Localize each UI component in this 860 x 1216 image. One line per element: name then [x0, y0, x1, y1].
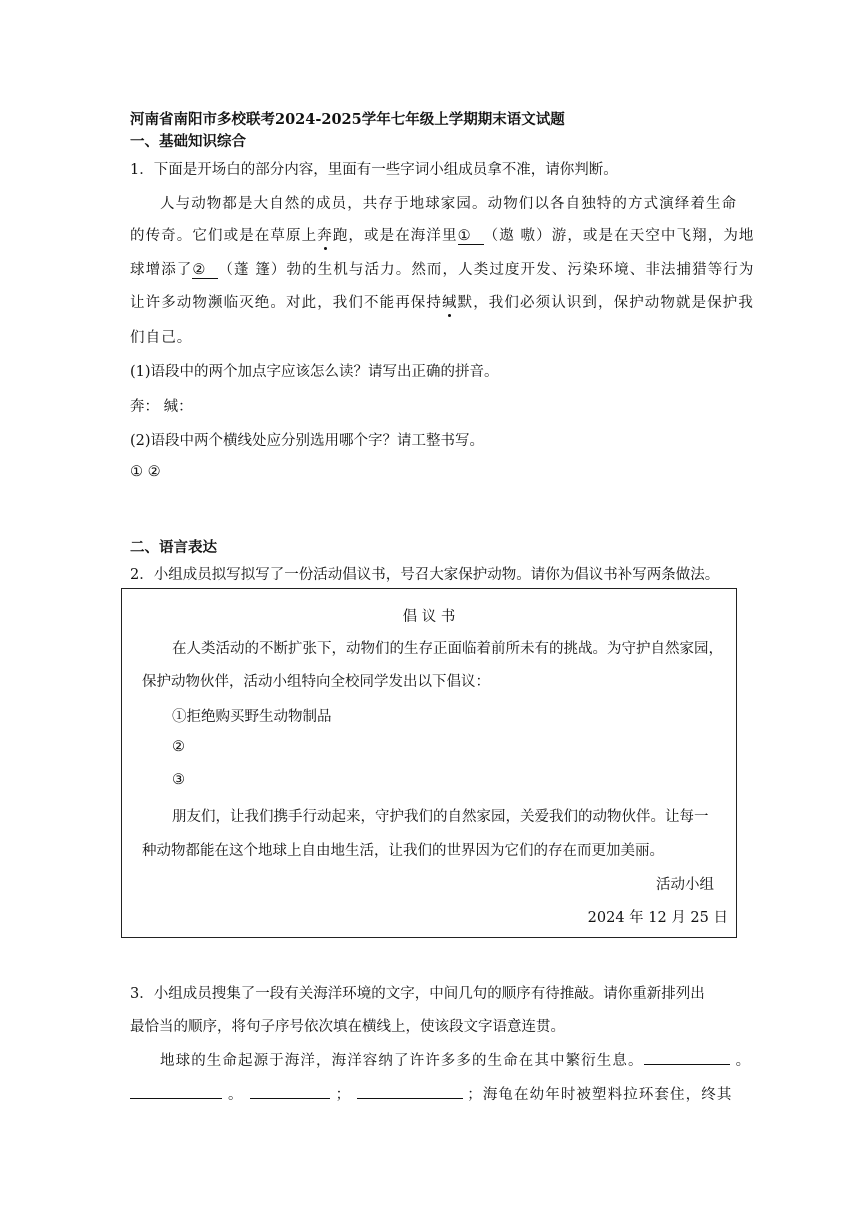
- blank-1[interactable]: ①: [458, 228, 484, 245]
- question-3-passage-line-1: [160, 1049, 751, 1070]
- passage-text: ；海龟在幼年时被塑料拉环套住，终其: [467, 1087, 733, 1103]
- passage-text: 让许多动物濒临灭绝。对此，我们不能再保持: [130, 295, 442, 311]
- proposal-item-1: ①拒绝购买野生动物制品: [172, 709, 332, 725]
- proposal-date: 2024 年 12 月 25 日: [587, 910, 728, 926]
- passage-text: 的传奇。它们或是在草原上: [130, 228, 318, 244]
- question-3-prompt-line-2: 最恰当的顺序，将句子序号依次填在横线上，使该段文字语意连贯。: [130, 1019, 565, 1035]
- proposal-paragraph-1-line-1: 在人类活动的不断扩张下，动物们的生存正面临着前所未有的挑战。为守护自然家园，: [172, 641, 723, 657]
- separator-period: 。: [735, 1053, 752, 1069]
- proposal-signature: 活动小组: [656, 877, 714, 893]
- proposal-paragraph-1-line-2: 保护动物伙伴，活动小组特向全校同学发出以下倡议：: [142, 674, 490, 690]
- proposal-title: 倡 议 书: [402, 609, 456, 625]
- document-title: 河南省南阳市多校联考2024-2025学年七年级上学期期末语文试题: [130, 111, 565, 128]
- section-heading-expression: 二、语言表达: [130, 539, 217, 556]
- question-1-sub-1-answer[interactable]: 奔： 缄：: [130, 399, 193, 415]
- passage-text: 默，我们必须认识到，保护动物就是保护我: [457, 295, 755, 311]
- passage-text: 地球的生命起源于海洋，海洋容纳了许许多多的生命在其中繁衍生息。: [160, 1053, 644, 1069]
- question-2-prompt: 2．小组成员拟写拟写了一份活动倡议书，号召大家保护动物。请你为倡议书补写两条做法。: [130, 567, 720, 583]
- question-1-prompt: 1．下面是开场白的部分内容，里面有一些字词小组成员拿不准，请你判断。: [130, 162, 618, 178]
- dotted-character: 缄: [442, 291, 458, 312]
- answer-blank-2[interactable]: [130, 1083, 222, 1099]
- dotted-character: 奔: [317, 224, 333, 245]
- proposal-paragraph-2-line-1: 朋友们，让我们携手行动起来，守护我们的自然家园，关爱我们的动物伙伴。让每一: [172, 809, 709, 825]
- passage-line-4: [130, 291, 754, 312]
- passage-text: 跑，或是在海洋里: [332, 228, 458, 244]
- separator-period: 。: [228, 1087, 244, 1103]
- answer-blank-4[interactable]: [357, 1083, 463, 1099]
- question-1-sub-1: (1)语段中的两个加点字应该怎么读？请写出正确的拼音。: [130, 364, 499, 380]
- question-3-passage-line-2: [130, 1083, 732, 1104]
- separator-semicolon: ；: [335, 1087, 352, 1103]
- proposal-box: [121, 588, 737, 938]
- passage-text: （蓬 篷）勃的生机与活力。然而，人类过度开发、污染环境、非法捕猎等行为: [218, 262, 755, 278]
- passage-line-5: 们自己。: [130, 330, 193, 346]
- proposal-paragraph-2-line-2: 种动物都能在这个地球上自由地生活，让我们的世界因为它们的存在而更加美丽。: [142, 843, 664, 859]
- passage-line-3: [130, 258, 755, 279]
- passage-text: （遨 嗷）游，或是在天空中飞翔，为地: [483, 228, 755, 244]
- passage-line-1: 人与动物都是大自然的成员，共存于地球家园。动物们以各自独特的方式演绎着生命: [160, 196, 738, 212]
- section-heading-basics: 一、基础知识综合: [130, 133, 246, 150]
- question-1-sub-2-answer[interactable]: ① ②: [130, 464, 161, 480]
- answer-blank-1[interactable]: [644, 1049, 730, 1065]
- answer-blank-3[interactable]: [250, 1083, 330, 1099]
- proposal-item-2[interactable]: ②: [172, 739, 185, 755]
- blank-2[interactable]: ②: [192, 262, 218, 279]
- proposal-item-3[interactable]: ③: [172, 772, 185, 788]
- passage-text: 球增添了: [130, 262, 193, 278]
- passage-line-2: [130, 224, 755, 245]
- question-1-sub-2: (2)语段中两个横线处应分别选用哪个字？请工整书写。: [130, 433, 485, 449]
- question-3-prompt-line-1: 3．小组成员搜集了一段有关海洋环境的文字，中间几句的顺序有待推敲。请你重新排列出: [130, 986, 705, 1002]
